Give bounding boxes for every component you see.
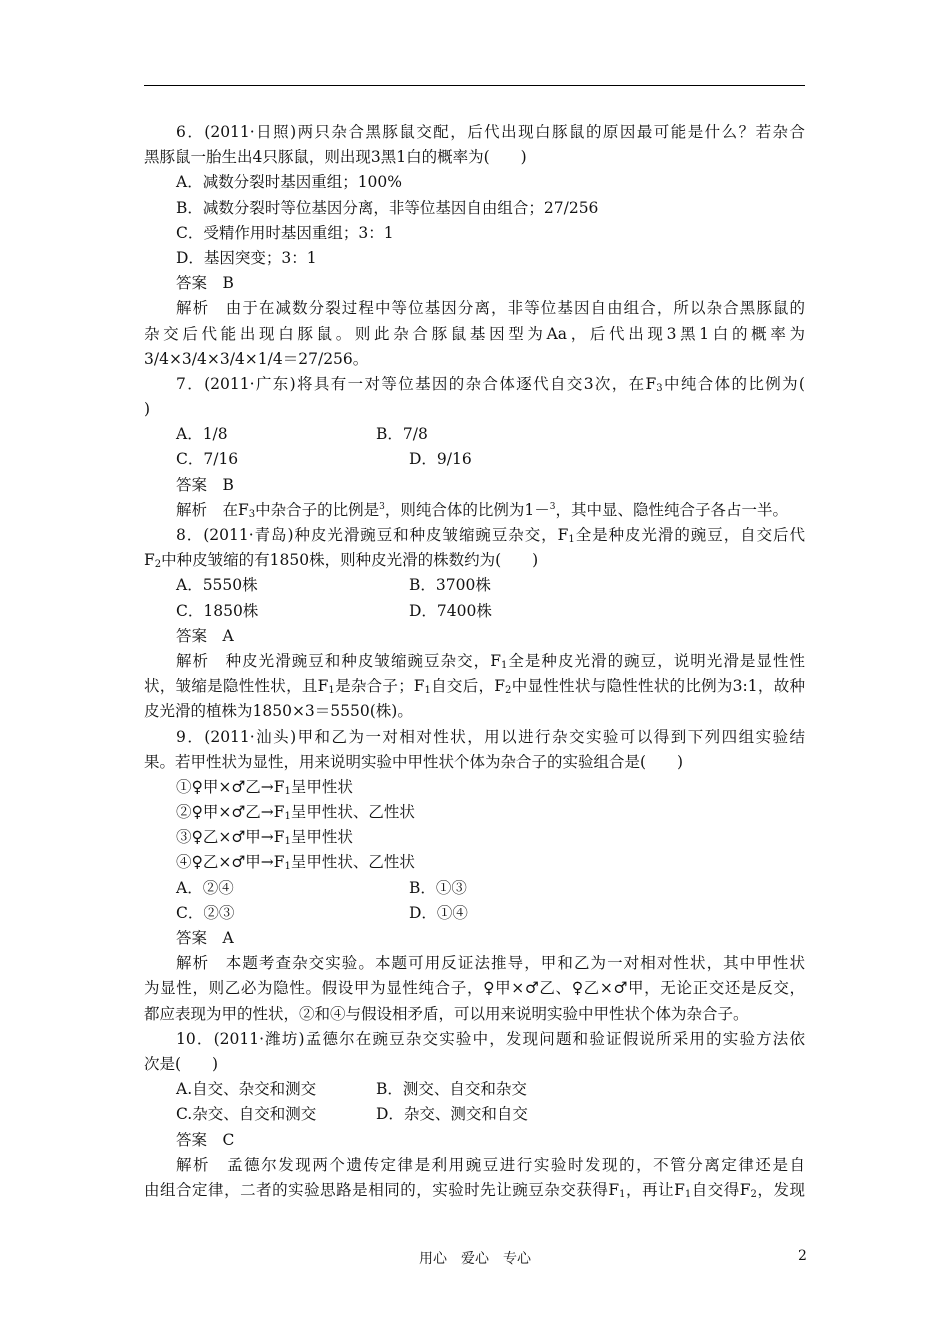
q8-text: 中种皮皱缩的有1850株，则种皮光滑的株数约为( ) [161, 551, 539, 570]
q9-line-2: 果。若甲性状为显性，用来说明实验中甲性状个体为杂合子的实验组合是( ) [144, 752, 684, 771]
q7-line-1 [144, 372, 805, 397]
q10-text: 由组合定律，二者的实验思路是相同的，实验时先让豌豆杂交获得F [144, 1180, 620, 1199]
q8-text: 全是种皮光滑的豌豆，说明光滑是显性性 [507, 651, 805, 670]
q8-explanation-1 [144, 649, 805, 674]
q7-text: 中纯合体的比例为( [662, 374, 805, 393]
q6-option-b: B．减数分裂时等位基因分离，非等位基因自由组合；27/256 [176, 198, 599, 217]
q7-option-d: D．9/16 [409, 450, 472, 469]
page-number: 2 [798, 1248, 807, 1264]
q8-text: 是杂合子；F [334, 677, 425, 696]
subscript: 1 [500, 659, 508, 671]
q10-line-2: 次是( ) [144, 1054, 219, 1073]
q6-option-c: C．受精作用时基因重组；3：1 [176, 223, 394, 242]
subscript: 3 [248, 508, 256, 520]
subscript: 1 [684, 1188, 692, 1200]
q6-line-1: 6．(2011·日照)两只杂合黑豚鼠交配，后代出现白豚鼠的原因最可能是什么？若杂合 [176, 123, 805, 141]
q9-cross-3 [144, 825, 805, 850]
q10-option-c: C.杂交、自交和测交 [176, 1105, 317, 1124]
q8-option-c: C．1850株 [176, 601, 259, 620]
q8-text: 中显性性状与隐性性状的比例为3:1，故种 [511, 677, 805, 696]
subscript: 2 [505, 685, 512, 697]
q9-text: ④♀乙×♂甲→F [176, 853, 285, 872]
q9-options-row-2 [144, 901, 805, 926]
q7-option-c: C．7/16 [176, 450, 239, 469]
q7-text: ，则纯合体的比例为1－ [384, 500, 550, 519]
q9-text: 呈甲性状 [290, 777, 353, 796]
q9-cross-2 [144, 800, 805, 825]
q8-line-2 [144, 548, 805, 573]
q8-option-a: A．5550株 [176, 576, 258, 595]
q6-explanation-1: 解析 由于在减数分裂过程中等位基因分离，非等位基因自由组合，所以杂合黑豚鼠的 [176, 299, 805, 318]
q10-line-1: 10．(2011·潍坊)孟德尔在豌豆杂交实验中，发现问题和验证假说所采用的实验方法依 [176, 1029, 805, 1048]
q8-text: 状，皱缩是隐性性状，且F [144, 677, 329, 696]
q9-text: ①♀甲×♂乙→F [176, 777, 285, 796]
superscript: 3 [379, 501, 385, 512]
q9-text: ②♀甲×♂乙→F [176, 803, 285, 822]
q8-text: 全是种皮光滑的豌豆，自交后代 [574, 526, 805, 544]
subscript: 2 [750, 1188, 757, 1200]
q6-option-d: D．基因突变；3：1 [176, 248, 317, 267]
subscript: 1 [568, 534, 575, 545]
q8-options-row-2 [144, 599, 805, 624]
q8-text: 解析 种皮光滑豌豆和种皮皱缩豌豆杂交，F [176, 651, 501, 670]
q9-explanation-2: 为显性，则乙必为隐性。假设甲为显性纯合子，♀甲×♂乙、♀乙×♂甲，无论正交还是反交， [144, 979, 805, 998]
q9-option-d: D．①④ [409, 903, 468, 922]
q10-text: 自交得F [691, 1180, 751, 1199]
q10-text: ，发现 [756, 1180, 805, 1199]
q9-text: ③♀乙×♂甲→F [176, 828, 285, 847]
q8-answer: 答案 A [176, 626, 234, 645]
q10-answer: 答案 C [176, 1130, 235, 1149]
subscript: 1 [328, 685, 335, 697]
q7-text: 7．(2011·广东)将具有一对等位基因的杂合体逐代自交3次，在F [176, 374, 657, 393]
q7-option-a: A．1/8 [176, 425, 228, 444]
q8-line-1 [144, 523, 805, 548]
subscript: 1 [284, 836, 291, 848]
q7-text: ，其中显、隐性纯合子各占一半。 [555, 500, 789, 519]
document-body [144, 120, 805, 1203]
q9-line-1: 9．(2011·汕头)甲和乙为一对相对性状，用以进行杂交实验可以得到下列四组实验结 [176, 727, 805, 746]
q9-cross-1 [144, 775, 805, 800]
q9-option-a: A．②④ [176, 878, 234, 897]
q8-option-b: B．3700株 [409, 576, 491, 595]
subscript: 1 [619, 1188, 626, 1200]
q7-option-b: B．7/8 [376, 425, 428, 444]
header-rule [144, 85, 805, 86]
q10-text: ，再让F [625, 1180, 685, 1199]
q6-answer: 答案 B [176, 274, 234, 293]
subscript: 1 [284, 785, 291, 797]
q9-text: 呈甲性状、乙性状 [290, 853, 415, 872]
subscript: 1 [424, 685, 431, 697]
q9-option-b: B．①③ [409, 878, 467, 897]
q7-text: 中杂合子的比例是 [255, 500, 380, 519]
q7-options-row-1 [144, 422, 805, 447]
q10-option-b: B．测交、自交和杂交 [376, 1080, 527, 1099]
q7-options-row-2 [144, 447, 805, 472]
q10-option-d: D．杂交、测交和自交 [376, 1105, 528, 1124]
subscript: 1 [284, 861, 291, 873]
q7-explanation [144, 498, 805, 523]
q9-text: 呈甲性状、乙性状 [290, 803, 415, 822]
q10-explanation-1: 解析 孟德尔发现两个遗传定律是利用豌豆进行实验时发现的，不管分离定律还是自 [176, 1155, 805, 1174]
q8-option-d: D．7400株 [409, 601, 492, 620]
q10-explanation-2 [144, 1178, 805, 1203]
subscript: 2 [154, 559, 162, 571]
q8-explanation-2 [144, 674, 805, 699]
q9-option-c: C．②③ [176, 903, 235, 922]
q8-options-row-1 [144, 573, 805, 598]
q8-text: F [144, 551, 155, 570]
q7-text: 解析 在F [176, 500, 249, 519]
q9-text: 呈甲性状 [290, 828, 353, 847]
q6-explanation-2: 杂交后代能出现白豚鼠。则此杂合豚鼠基因型为Aa，后代出现3黑1白的概率为 [144, 324, 805, 343]
q8-explanation-3: 皮光滑的植株为1850×3＝5550(株)。 [144, 702, 413, 721]
footer-motto: 用心 爱心 专心 [419, 1251, 531, 1267]
superscript: 3 [549, 501, 556, 512]
q6-explanation-3: 3/4×3/4×3/4×1/4＝27/256。 [144, 349, 369, 368]
q6-line-2: 黑豚鼠一胎生出4只豚鼠，则出现3黑1白的概率为( ) [144, 148, 527, 167]
q7-line-2: ) [144, 400, 151, 419]
q10-options-row-1 [144, 1077, 805, 1102]
q8-text: 自交后，F [430, 677, 506, 696]
subscript: 3 [656, 382, 663, 394]
q9-options-row-1 [144, 876, 805, 901]
q6-option-a: A．减数分裂时基因重组；100% [176, 173, 403, 192]
q9-cross-4 [144, 850, 805, 875]
q7-answer: 答案 B [176, 475, 234, 494]
q10-options-row-2 [144, 1102, 805, 1127]
q10-option-a: A.自交、杂交和测交 [176, 1080, 317, 1099]
q9-answer: 答案 A [176, 929, 234, 947]
q9-explanation-3: 都应表现为甲的性状，②和④与假设相矛盾，可以用来说明实验中甲性状个体为杂合子。 [144, 1004, 749, 1023]
q8-text: 8．(2011·青岛)种皮光滑豌豆和种皮皱缩豌豆杂交，F [176, 526, 569, 544]
subscript: 1 [284, 811, 291, 823]
q9-explanation-1: 解析 本题考查杂交实验。本题可用反证法推导，甲和乙为一对相对性状，其中甲性状 [176, 954, 805, 973]
